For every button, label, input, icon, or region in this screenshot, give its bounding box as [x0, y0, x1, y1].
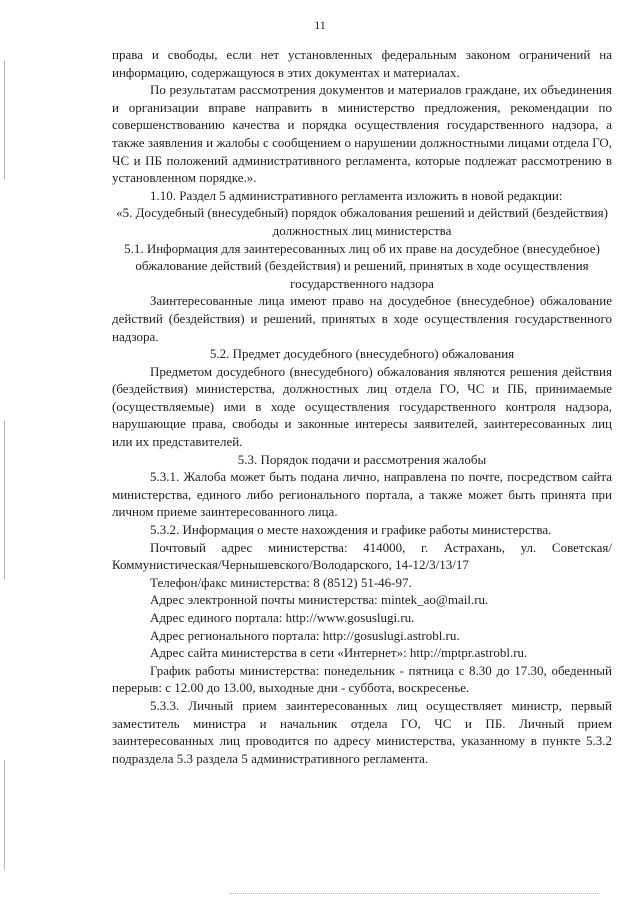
subsection-heading: 5.2. Предмет досудебного (внесудебного) обжалования [209, 346, 515, 362]
section-heading: «5. Досудебный (внесудебный) порядок обжалования решений и действий (бездействия) должностных лиц министерства [116, 205, 608, 238]
ministry-website-address: Адрес сайта министерства в сети «Интернет»: http://mptpr.astrobl.ru. [150, 645, 528, 661]
paragraph: 5.3.1. Жалоба может быть подана лично, направлена по почте, посредством сайта министерства, единого либо регионального портала, а также может быть принята при личном приеме заинтересованного лица. [112, 469, 612, 520]
scan-edge-mark [4, 60, 5, 180]
paragraph: По результатам рассмотрения документов и материалов граждане, их объединения и организации вправе направить в министерство предложения, рекомендации по совершенствованию качества и порядка осуществления государственного надзора, а также заявления и жалобы с сообщением о нарушении должностными лицами отдела ГО, ЧС и ПБ положений административного регламента, которые подлежат рассмотрению в установленном порядке.». [112, 82, 612, 186]
scan-edge-mark [4, 420, 5, 580]
paragraph: 5.3.3. Личный прием заинтересованных лиц осуществляет министр, первый заместитель министра и начальник отдела ГО, ЧС и ПБ. Личный прием заинтересованных лиц проводится по адресу министерства, указанному в пункте 5.3.2 подраздела 5.3 раздела 5 административного регламента. [112, 697, 612, 766]
work-schedule: График работы министерства: понедельник - пятница с 8.30 до 17.30, обеденный перерыв: с 12.00 до 13.00, выходные дни - суббота, воскресенье. [112, 662, 612, 696]
amendment-item: 1.10. Раздел 5 административного регламента изложить в новой редакции: [150, 187, 563, 203]
unified-portal-address: Адрес единого портала: http://www.gosuslugi.ru. [150, 610, 415, 625]
paragraph: права и свободы, если нет установленных федеральным законом ограничений на информацию, содержащуюся в этих документах и материалах. [112, 47, 612, 80]
subsection-heading: 5.1. Информация для заинтересованных лиц об их праве на досудебное (внесудебное) обжалование действий (бездействия) и решений, принятых в ходе осуществления государственного надзора [124, 240, 600, 291]
page-number: 11 [314, 18, 326, 32]
phone-fax: Телефон/факс министерства: 8 (8512) 51-46-97. [150, 574, 412, 590]
email-address: Адрес электронной почты министерства: mintek_ao@mail.ru. [150, 592, 489, 608]
document-body [112, 46, 612, 767]
postal-address: Почтовый адрес министерства: 414000, г. Астрахань, ул. Советская/Коммунистическая/Чернышевского/Володарского, 14-12/3/13/17 [112, 539, 612, 573]
paragraph: Предметом досудебного (внесудебного) обжалования являются решения действия (бездействия) министерства, должностных лиц отдела ГО, ЧС и ПБ, принимаемые (осуществляемые) ими в ходе осуществления государственного контроля надзора, нарушающие права, свободы и законные интересы заявителей, заинтересованных лиц или их представителей. [112, 363, 612, 450]
paragraph: Заинтересованные лица имеют право на досудебное (внесудебное) обжалование действий (бездействия) и решений, принятых в ходе осуществления государственного надзора. [112, 293, 612, 344]
scan-bottom-edge [230, 893, 600, 895]
subsection-heading: 5.3. Порядок подачи и рассмотрения жалобы [237, 451, 487, 467]
paragraph: 5.3.2. Информация о месте нахождения и графике работы министерства. [150, 522, 552, 538]
scan-edge-mark [4, 760, 5, 870]
regional-portal-address: Адрес регионального портала: http://gosuslugi.astrobl.ru. [150, 627, 460, 643]
